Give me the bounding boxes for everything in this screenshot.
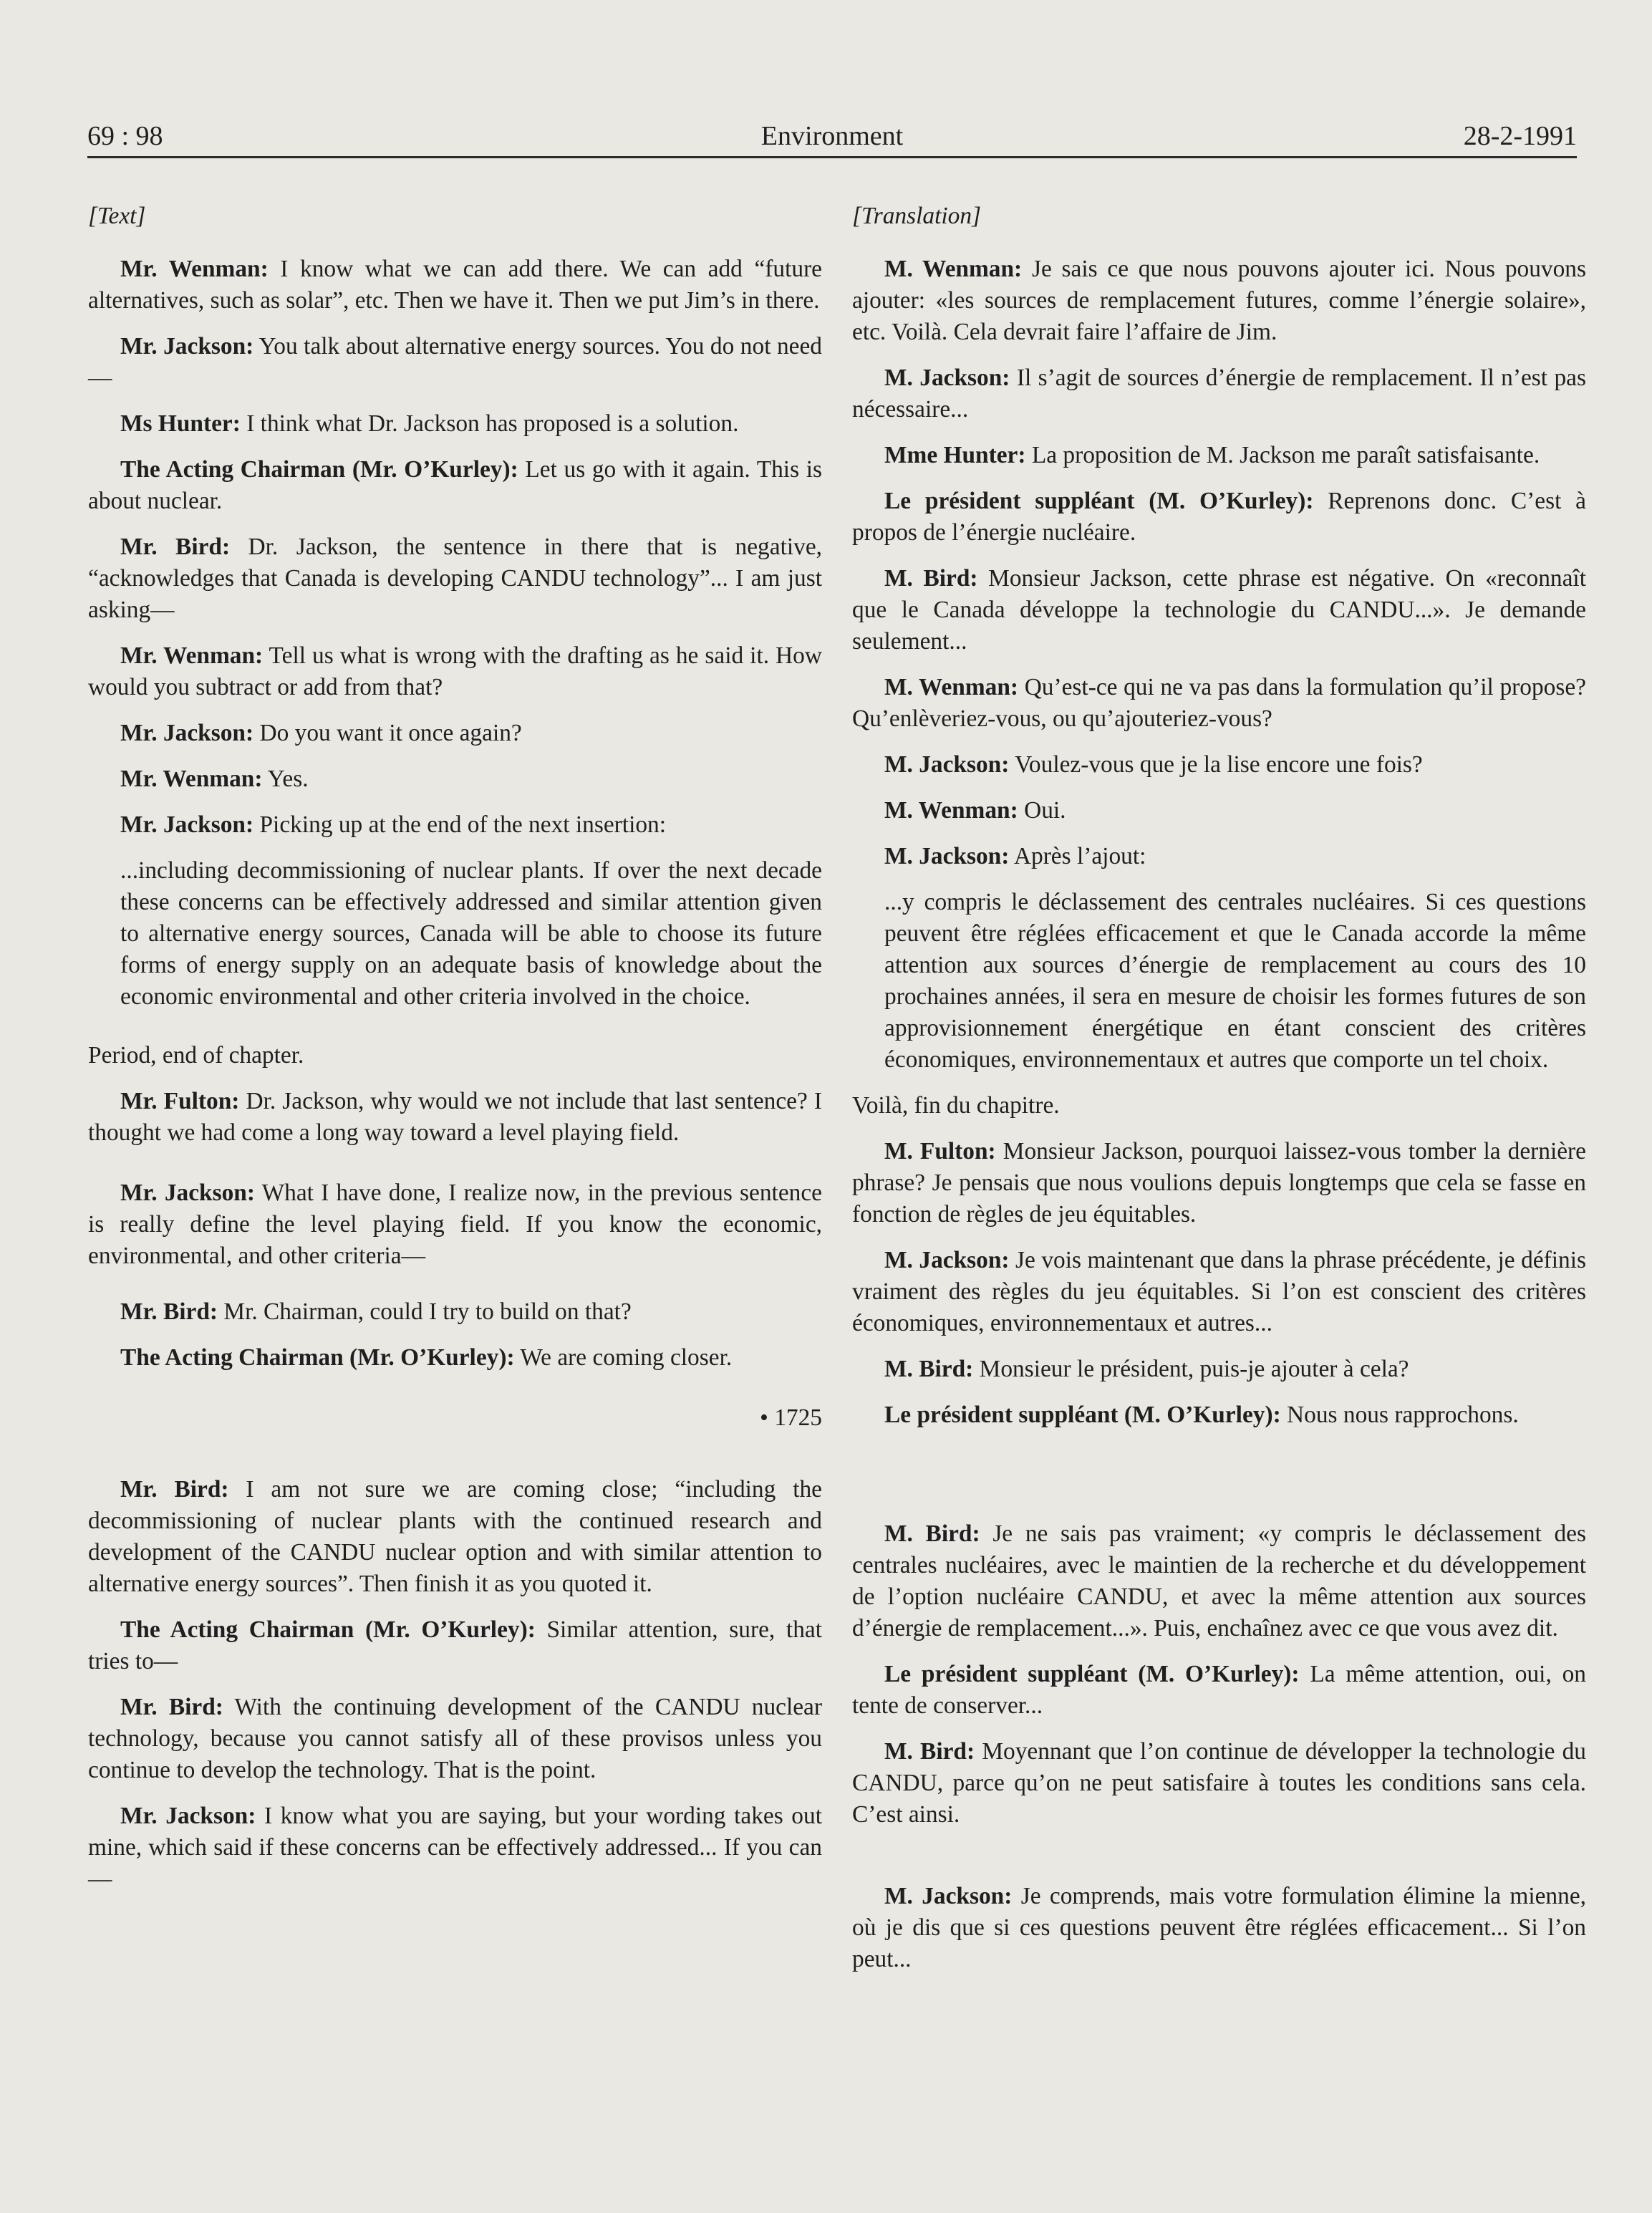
speaker: Le président suppléant (M. O’Kurley): [884,1402,1281,1428]
speaker: The Acting Chairman (Mr. O’Kurley): [120,456,518,483]
paragraph [88,1614,822,1677]
speaker: M. Bird: [884,1356,974,1382]
utterance: What I have done, I realize now, in the previous sentence is really define the level playing field. If you know the economic, environmental, and other criteria— [88,1180,822,1269]
paragraph [852,563,1586,657]
speaker: Mr. Wenman: [120,766,263,792]
speaker: Mr. Fulton: [120,1088,240,1114]
paragraph [88,1692,822,1786]
paragraph [88,1086,822,1149]
utterance: Picking up at the end of the next insertion: [253,811,667,838]
paragraph [88,718,822,749]
utterance: Monsieur Jackson, cette phrase est négative. On «reconnaît que le Canada développe la technologie du CANDU...». Je demande seulement... [852,565,1586,655]
utterance: Moyennant que l’on continue de développer la technologie du CANDU, parce qu’on ne peut satisfaire à toutes les conditions sans cela. C’est ainsi. [852,1738,1586,1828]
utterance: We are coming closer. [514,1344,733,1371]
utterance: Dr. Jackson, the sentence in there that is negative, “acknowledges that Canada is developing CANDU technology”... I am just asking— [88,534,822,623]
utterance: Nous nous rapprochons. [1280,1402,1519,1428]
speaker: M. Wenman: [884,256,1023,282]
utterance: I am not sure we are coming close; “including the decommissioning of nuclear plants with the continued research and development of the CANDU nuclear option and with similar attention to alternative energy sources”. Then finish it as you quoted it. [88,1476,822,1597]
utterance: Voulez-vous que je la lise encore une fois? [1009,751,1423,778]
speaker: Mr. Wenman: [120,642,264,669]
paragraph [852,1354,1586,1385]
speaker: The Acting Chairman (Mr. O’Kurley): [120,1616,536,1643]
paragraph [88,408,822,440]
paragraph [852,841,1586,872]
utterance: Je vois maintenant que dans la phrase précédente, je définis vraiment des règles du jeu équitables. Si l’on est conscient des critères économiques, environnementaux et autres... [852,1247,1586,1336]
paragraph [852,486,1586,549]
english-column [88,201,822,1909]
utterance: Après l’ajout: [1009,843,1146,869]
speaker: M. Jackson: [884,751,1010,778]
paragraph [852,1136,1586,1230]
speaker: Mr. Bird: [120,534,231,560]
utterance: Monsieur le président, puis-je ajouter à cela? [973,1356,1409,1382]
paragraph [88,1800,822,1895]
utterance: Dr. Jackson, why would we not include that last sentence? I thought we had come a long way toward a level playing field. [88,1088,822,1146]
utterance: Similar attention, sure, that tries to— [88,1616,822,1674]
utterance: Let us go with it again. This is about nuclear. [88,456,822,514]
paragraph [88,531,822,626]
paragraph [88,254,822,317]
paragraph [88,1342,822,1374]
utterance: With the continuing development of the CANDU nuclear technology, because you cannot satisfy all of these provisos unless you continue to develop the technology. That is the point. [88,1694,822,1783]
utterance: Je comprends, mais votre formulation élimine la mienne, où je dis que si ces questions peuvent être réglées efficacement... Si l’on peut... [852,1883,1586,1972]
speaker: M. Wenman: [884,674,1019,700]
paragraph [88,809,822,841]
time-marker: • 1725 [760,1404,822,1431]
paragraph [852,1736,1586,1831]
paragraph [852,749,1586,781]
speaker: M. Bird: [884,565,978,592]
utterance: Je sais ce que nous pouvons ajouter ici. Nous pouvons ajouter: «les sources de remplacement futures, comme l’énergie solaire», etc. Voilà. Cela devrait faire l’affaire de Jim. [852,256,1586,345]
speaker: Mr. Wenman: [120,256,269,282]
speaker: M. Jackson: [884,365,1010,391]
utterance: Monsieur Jackson, pourquoi laissez-vous tomber la dernière phrase? Je pensais que nous voulions depuis longtemps que cela se fasse en fonction de règles de jeu équitables. [852,1138,1586,1228]
paragraph [88,640,822,703]
page-header [87,115,1577,158]
paragraph: Voilà, fin du chapitre. [852,1092,1060,1119]
utterance: La proposition de M. Jackson me paraît satisfaisante. [1025,442,1540,468]
paragraph [852,1245,1586,1339]
speaker: M. Bird: [884,1738,975,1765]
speaker: Le président suppléant (M. O’Kurley): [884,1661,1300,1687]
utterance: Yes. [262,766,309,792]
speaker: M. Jackson: [884,1883,1013,1909]
paragraph [88,1474,822,1600]
speaker: M. Jackson: [884,1247,1010,1273]
paragraph [852,440,1586,471]
speaker: Mr. Jackson: [120,720,254,746]
paragraph [88,1296,822,1328]
speaker: Mr. Jackson: [120,1803,256,1829]
speaker: Mr. Jackson: [120,811,254,838]
utterance: Mr. Chairman, could I try to build on that? [218,1298,632,1325]
paragraph [852,1659,1586,1722]
utterance: Qu’est-ce qui ne va pas dans la formulation qu’il propose? Qu’enlèveriez-vous, ou qu’ajouteriez-vous? [852,674,1586,732]
utterance: Tell us what is wrong with the drafting as he said it. How would you subtract or add from that? [88,642,822,700]
paragraph [852,795,1586,826]
speaker: Ms Hunter: [120,410,241,437]
speaker: The Acting Chairman (Mr. O’Kurley): [120,1344,515,1371]
speaker: Le président suppléant (M. O’Kurley): [884,488,1314,514]
speaker: Mr. Jackson: [120,333,254,360]
utterance: I know what you are saying, but your wording takes out mine, which said if these concerns can be effectively addressed... If you can— [88,1803,822,1892]
paragraph [852,1881,1586,1975]
paragraph [88,763,822,795]
utterance: Il s’agit de sources d’énergie de remplacement. Il n’est pas nécessaire... [852,365,1586,423]
utterance: You talk about alternative energy sources. You do not need— [88,333,822,391]
utterance: Je ne sais pas vraiment; «y compris le déclassement des centrales nucléaires, avec le maintien de la recherche et du développement de l’option nucléaire CANDU, et avec la même attention aux sources d’énergie de remplacement...». Puis, enchaînez avec ce que vous avez dit. [852,1520,1586,1641]
paragraph [88,454,822,517]
utterance: I think what Dr. Jackson has proposed is a solution. [240,410,739,437]
paragraph [852,362,1586,425]
utterance: Do you want it once again? [253,720,522,746]
utterance: La même attention, oui, on tente de conserver... [852,1661,1587,1719]
speaker: M. Jackson: [884,843,1010,869]
paragraph [852,672,1586,735]
quoted-passage: ...y compris le déclassement des centrales nucléaires. Si ces questions peuvent être réglées efficacement et que le Canada accorde la même attention aux sources d’énergie de remplacement au cours des 10 prochaines années, il sera en mesure de choisir les formes futures de son approvisionnement énergétique en étant conscient des critères économiques, environnementaux et autres que comporte un tel choix. [884,889,1586,1073]
speaker: Mme Hunter: [884,442,1026,468]
speaker: M. Fulton: [884,1138,996,1165]
paragraph: Period, end of chapter. [88,1042,304,1069]
utterance: I know what we can add there. We can add “future alternatives, such as solar”, etc. Then we have it. Then we put Jim’s in there. [88,256,823,314]
paragraph [852,1399,1586,1431]
page-number: 69 : 98 [87,121,163,151]
issue-date: 28-2-1991 [1463,121,1577,151]
paragraph [88,331,822,394]
text-label: [Text] [88,203,146,229]
speaker: M. Wenman: [884,797,1018,824]
utterance: Oui. [1018,797,1066,824]
quoted-passage: ...including decommissioning of nuclear plants. If over the next decade these concerns can be effectively addressed and similar attention given to alternative energy sources, Canada will be able to choose its future forms of energy supply on an adequate basis of knowledge about the economic environmental and other criteria involved in the choice. [120,857,822,1010]
speaker: M. Bird: [884,1520,980,1547]
utterance: Reprenons donc. C’est à propos de l’énergie nucléaire. [852,488,1586,546]
paragraph [88,1177,822,1272]
paragraph [852,254,1586,348]
french-column [852,201,1586,1990]
speaker: Mr. Bird: [120,1476,229,1503]
speaker: Mr. Bird: [120,1298,218,1325]
translation-label: [Translation] [852,203,982,229]
paragraph [852,1518,1586,1644]
speaker: Mr. Jackson: [120,1180,255,1206]
speaker: Mr. Bird: [120,1694,223,1720]
publication-title: Environment [760,121,904,151]
